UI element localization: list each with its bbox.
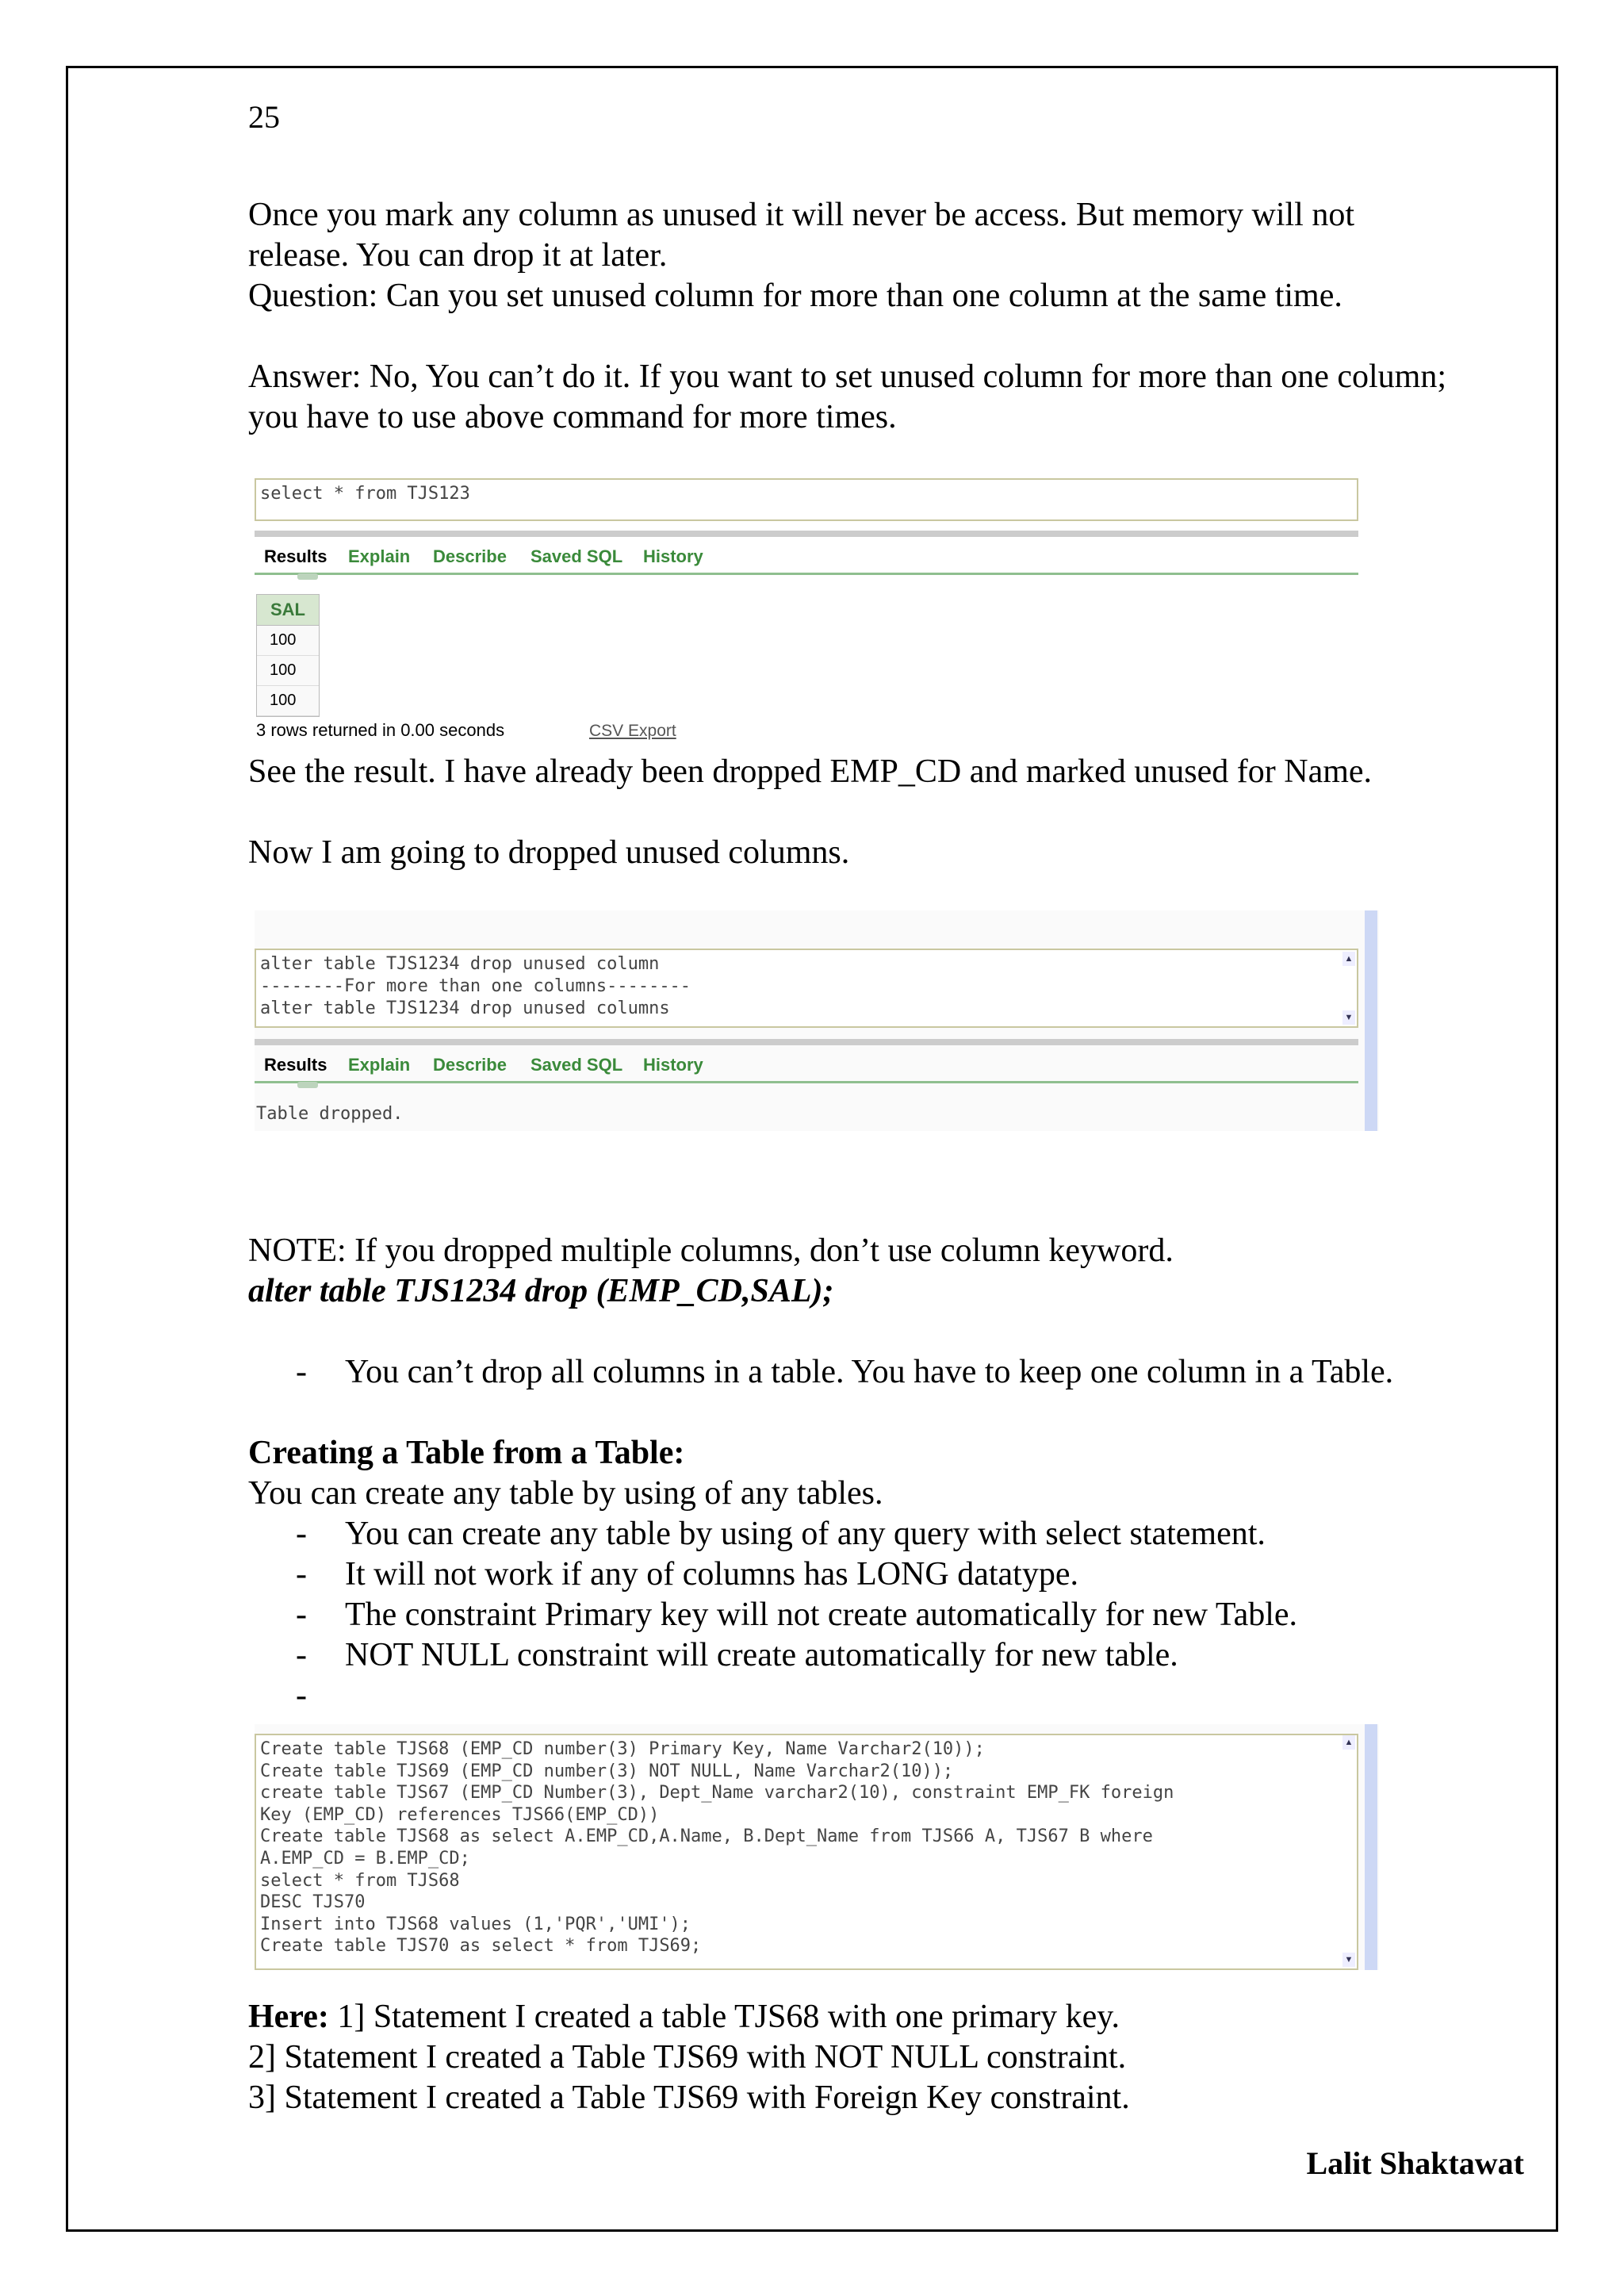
bullet-dash: - [296,1516,307,1552]
sql-workshop-screenshot-2 [255,910,1379,1131]
rows-returned-status: 3 rows returned in 0.00 seconds [256,720,505,740]
sql-line: --------For more than one columns-------- [260,976,691,996]
column-header-sal: SAL [257,595,319,626]
result-tabs-bar [255,1039,1358,1083]
sql-line: Key (EMP_CD) references TJS66(EMP_CD)) [260,1804,660,1825]
scroll-up-icon[interactable]: ▲ [1342,1735,1355,1750]
bullet-dash: - [296,1637,307,1673]
sql-line: Create table TJS69 (EMP_CD number(3) NOT NULL, Name Varchar2(10)); [260,1761,954,1781]
result-tabs-bar [255,531,1358,575]
sql-line: DESC TJS70 [260,1892,366,1913]
paragraph-intro: You can create any table by using of any tables. [248,1475,883,1512]
paragraph-answer: Answer: No, You can’t do it. If you want to set unused column for more than one column; you have to use above command for more times. [248,358,1446,435]
tab-history[interactable]: History [643,546,703,566]
bullet-dash: - [296,1596,307,1633]
vertical-scrollbar[interactable] [1365,910,1377,1131]
tab-results[interactable]: Results [264,546,327,566]
sql-workshop-screenshot-1 [255,478,1379,744]
tab-saved-sql[interactable]: Saved SQL [530,546,623,566]
tab-describe[interactable]: Describe [433,1055,507,1075]
bullet-dash: - [296,1677,307,1714]
author-name: Lalit Shaktawat [1306,2145,1524,2181]
sql-line: Create table TJS68 as select A.EMP_CD,A.Name, B.Dept_Name from TJS66 A, TJS67 B where [260,1826,1153,1847]
tab-explain[interactable]: Explain [348,1055,411,1075]
tab-explain[interactable]: Explain [348,546,411,566]
bullet-dash: - [296,1556,307,1593]
sql-line: Create table TJS70 as select * from TJS69; [260,1936,702,1957]
sql-query-box[interactable]: select * from TJS123 [255,478,1358,521]
sql-line: select * from TJS68 [260,1870,460,1891]
scroll-up-icon[interactable]: ▲ [1342,952,1355,966]
results-table [256,594,320,717]
sql-line: create table TJS67 (EMP_CD Number(3), Dept_Name varchar2(10), constraint EMP_FK foreign [260,1783,1174,1803]
tab-history[interactable]: History [643,1055,703,1075]
sql-query-box[interactable] [255,949,1358,1028]
table-row: 100 [257,686,319,716]
paragraph-here-1: Here: 1] Statement I created a table TJS68 with one primary key. [248,1999,1120,2035]
note-command: alter table TJS1234 drop (EMP_CD,SAL); [248,1273,834,1309]
paragraph-question: Question: Can you set unused column for more than one column at the same time. [248,278,1342,314]
sql-query-box[interactable] [255,1734,1358,1970]
bullet-dash: - [296,1354,307,1390]
result-message: Table dropped. [256,1104,404,1124]
page-number: 25 [248,99,280,135]
table-row: 100 [257,656,319,686]
paragraph-here-2: 2] Statement I created a Table TJS69 with NOT NULL constraint. [248,2039,1127,2076]
scroll-down-icon[interactable]: ▼ [1342,1010,1355,1025]
scroll-down-icon[interactable]: ▼ [1342,1953,1355,1967]
sql-line: Insert into TJS68 values (1,'PQR','UMI'); [260,1914,691,1934]
sql-line: alter table TJS1234 drop unused columns [260,999,670,1018]
tab-results[interactable]: Results [264,1055,327,1075]
vertical-scrollbar[interactable] [1365,1724,1377,1970]
tab-saved-sql[interactable]: Saved SQL [530,1055,623,1075]
table-row: 100 [257,626,319,656]
csv-export-link[interactable]: CSV Export [589,722,676,740]
here-label: Here: [248,1999,329,2035]
section-heading: Creating a Table from a Table: [248,1435,685,1471]
paragraph-unused-memory: Once you mark any column as unused it will never be access. But memory will not release. You can drop it at later. [248,197,1355,274]
paragraph-now-drop: Now I am going to dropped unused columns. [248,834,850,871]
document-page: 25 Once you mark any column as unused it will never be access. But memory will not release. You can drop it at later. Question: Can you set unused column for more than one column at the same time. Answer: No, You can’t do it. If you want to set unused column for more than one column; you have to use above command for more times. select * from TJS123 Results Explain Describe Saved SQL History SAL 100 100 100 3 rows returned in 0.00 seconds CSV Export See the result. I have already been dropped EMP_CD and marked unused for Name. Now I am going to dropped unused columns. alter table TJS1234 drop unused column --------For more than one columns-------- alter table TJS1234 drop unused columns ▲ ▼ Results Explain Describe Saved SQL History Table dropped. NOTE: If you dropped multiple columns, don’t use column keyword. alter table TJS1234 drop (EMP_CD,SAL); - You can’t drop all columns in a table. You have to keep one column in a Table. Creating a Table from a Table: You can create any table by using of any tables. - You can create any table by using of any query with select statement. - It will not work if any of columns has LONG datatype. - The constraint Primary key will not create automatically for new Table. - NOT NULL constraint will create automatically for new table. - Create table TJS68 (EMP_CD number(3) Primary Key, Name Varchar2(10)); Create table TJS69 (EMP_CD number(3) NOT NULL, Name Varchar2(10)); create table TJS67 (EMP_CD Number(3), Dept_Name varchar2(10), constraint EMP_FK foreign Key (EMP_CD) references TJS66(EMP_CD)) Create table TJS68 as select A.EMP_CD,A.Name, B.Dept_Name from TJS66 A, TJS67 B where A.EMP_CD = B.EMP_CD; select * from TJS68 DESC TJS70 Insert into TJS68 values (1,'PQR','UMI'); Create table TJS70 as select * from TJS69; ▲ ▼ Here: 1] Statement I created a table TJS68 with one primary key. 2] Statement I created a Table TJS69 with NOT NULL constraint. 3] Statement I created a Table TJS69 with Foreign Key constraint. Lalit Shaktawat [66,66,1558,2232]
sql-workshop-screenshot-3 [255,1724,1379,1970]
sql-line: A.EMP_CD = B.EMP_CD; [260,1848,470,1869]
paragraph-note: NOTE: If you dropped multiple columns, don’t use column keyword. [248,1232,1174,1269]
paragraph-see-result: See the result. I have already been dropped EMP_CD and marked unused for Name. [248,753,1373,790]
sql-line: alter table TJS1234 drop unused column [260,954,660,974]
paragraph-here-3: 3] Statement I created a Table TJS69 with Foreign Key constraint. [248,2079,1130,2116]
sql-line: Create table TJS68 (EMP_CD number(3) Primary Key, Name Varchar2(10)); [260,1739,985,1759]
tab-describe[interactable]: Describe [433,546,507,566]
